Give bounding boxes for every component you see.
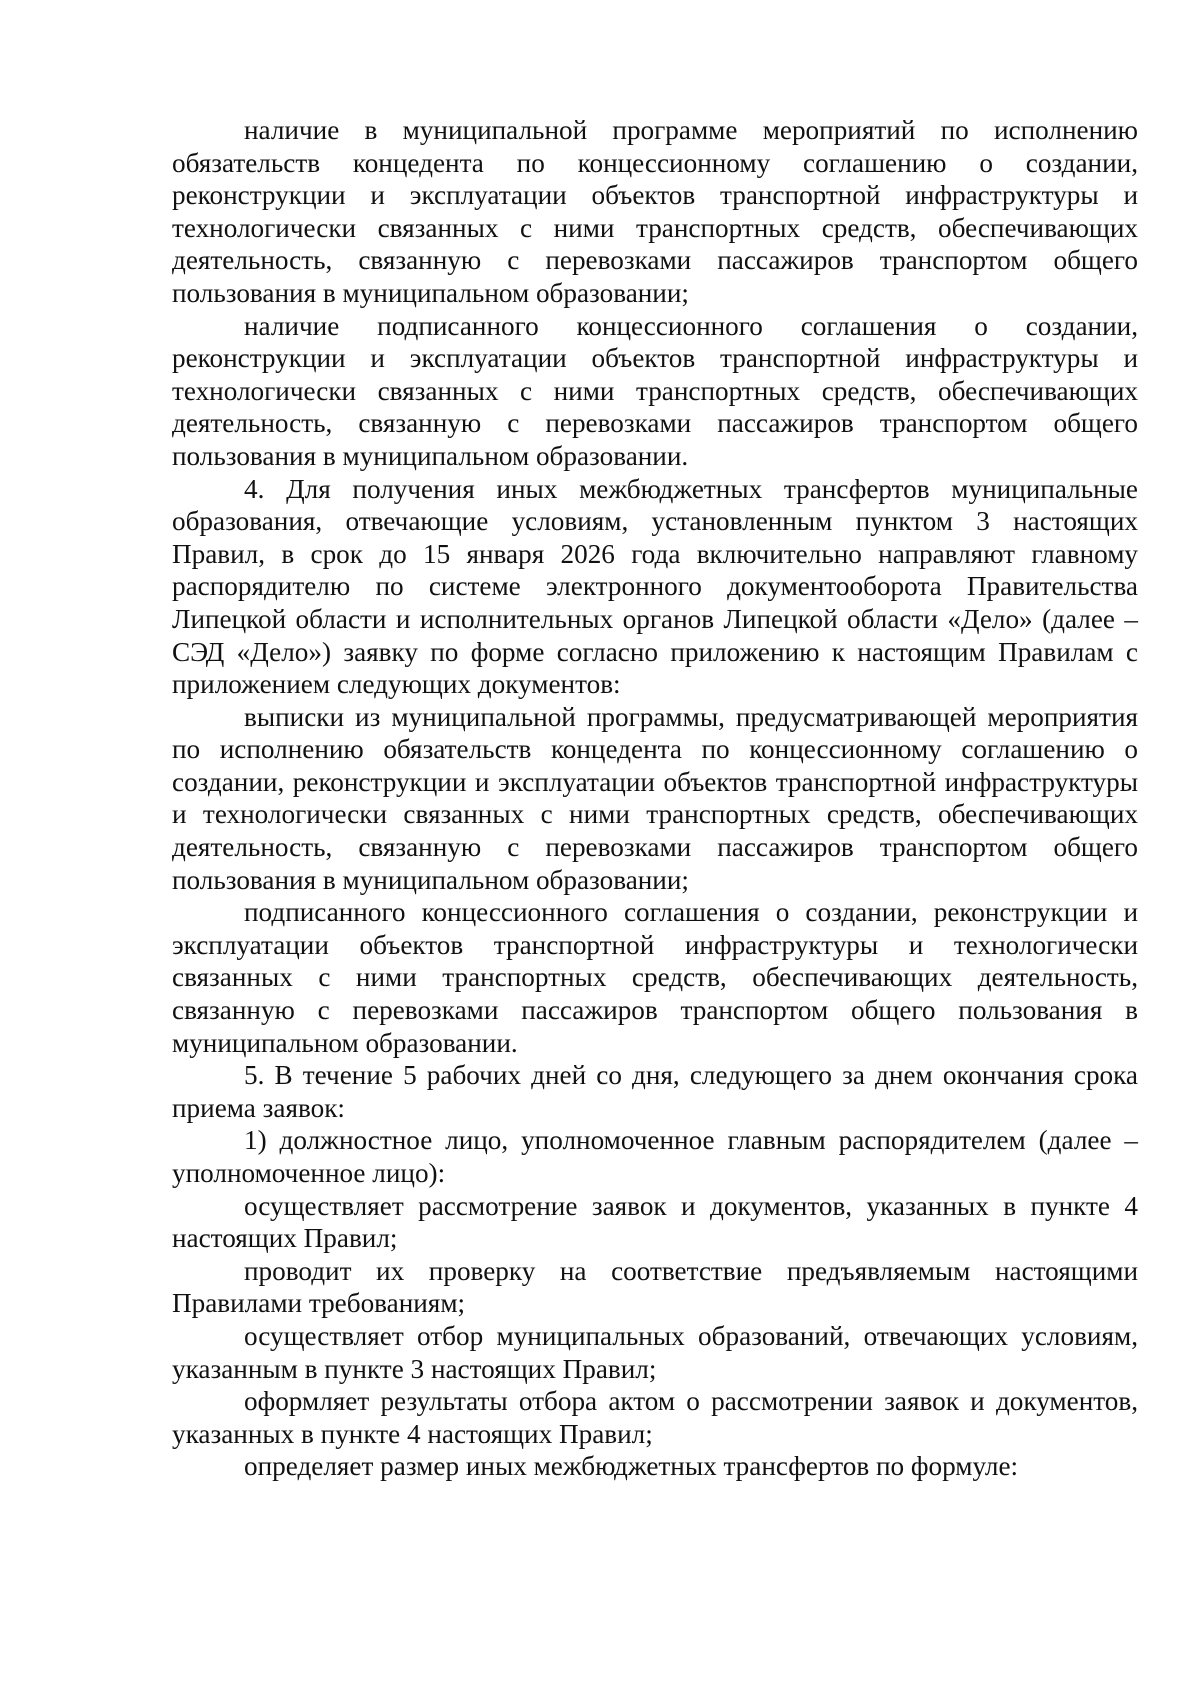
paragraph-selection-act: оформляет результаты отбора актом о рассмотрении заявок и документов, указанных в пункте 4 настоящих Правил; xyxy=(172,1386,1138,1449)
paragraph-item-5: 5. В течение 5 рабочих дней со дня, следующего за днем окончания срока приема заявок: xyxy=(172,1060,1138,1123)
paragraph-select-municipalities: осуществляет отбор муниципальных образований, отвечающих условиям, указанным в пункте 3 настоящих Правил; xyxy=(172,1320,1138,1384)
paragraph-condition-program: наличие в муниципальной программе мероприятий по исполнению обязательств концедента по концессионному соглашению о создании, реконструкции и эксплуатации объектов транспортной инфраструктуры и технологически связанных с ними транспортных средств, обеспечивающих деятельность, связанную с перевозками пассажиров транспортом общего пользования в муниципальном образовании; xyxy=(172,115,1138,308)
document-body xyxy=(172,114,1138,1483)
paragraph-formula-intro: определяет размер иных межбюджетных трансфертов по формуле: xyxy=(244,1451,1019,1482)
paragraph-program-extract: выписки из муниципальной программы, предусматривающей мероприятия по исполнению обязательств концедента по концессионному соглашению о создании, реконструкции и эксплуатации объектов транспортной инфраструктуры и технологически связанных с ними транспортных средств, обеспечивающих деятельность, связанную с перевозками пассажиров транспортом общего пользования в муниципальном образовании; xyxy=(172,701,1138,895)
paragraph-item-4: 4. Для получения иных межбюджетных трансфертов муниципальные образования, отвечающие условиям, установленным пунктом 3 настоящих Правил, в срок до 15 января 2026 года включительно направляют главному распорядителю по системе электронного документооборота Правительства Липецкой области и исполнительных органов Липецкой области «Дело» (далее – СЭД «Дело») заявку по форме согласно приложению к настоящим Правилам с приложением следующих документов: xyxy=(172,473,1138,700)
paragraph-check-compliance: проводит их проверку на соответствие предъявляемым настоящими Правилами требованиям; xyxy=(172,1255,1138,1319)
paragraph-signed-agreement: подписанного концессионного соглашения о создании, реконструкции и эксплуатации объектов транспортной инфраструктуры и технологически связанных с ними транспортных средств, обеспечивающих деятельность, связанную с перевозками пассажиров транспортом общего пользования в муниципальном образовании. xyxy=(172,897,1138,1058)
paragraph-review-applications: осуществляет рассмотрение заявок и документов, указанных в пункте 4 настоящих Правил; xyxy=(172,1190,1138,1254)
paragraph-subitem-1: 1) должностное лицо, уполномоченное главным распорядителем (далее – уполномоченное лицо): xyxy=(172,1125,1138,1188)
paragraph-condition-agreement: наличие подписанного концессионного соглашения о создании, реконструкции и эксплуатации объектов транспортной инфраструктуры и технологически связанных с ними транспортных средств, обеспечивающих деятельность, связанную с перевозками пассажиров транспортом общего пользования в муниципальном образовании. xyxy=(172,310,1138,471)
